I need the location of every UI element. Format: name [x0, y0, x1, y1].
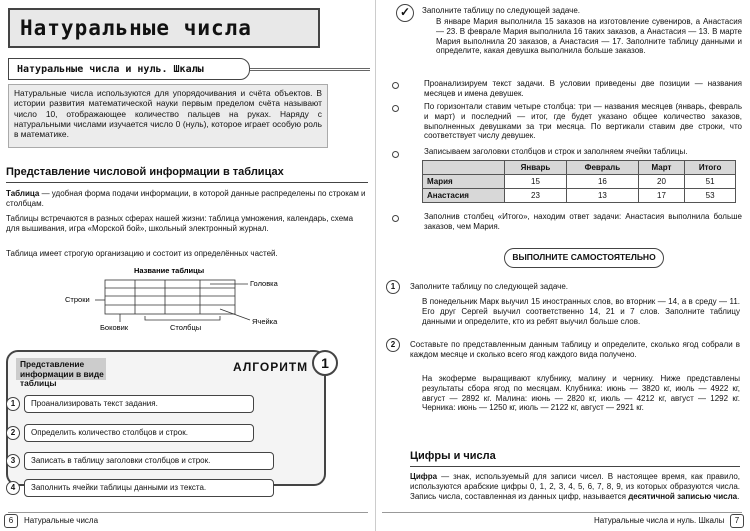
- diagram-label-head: Головка: [250, 279, 278, 288]
- task-text: На экоферме выращивают клубнику, малину и чернику. Ниже представлены результаты сбора ягод по месяцам. Клубника: июнь — 3820 кг, июль — 4922 кг, август — 2892 кг. Малина: июнь — 2820 кг, июль — 4212 кг, август — 1292 кг. Черника: июнь — 1250 кг, июль — 2122 кг, август — 2921 кг.: [422, 374, 740, 413]
- bullet-icon: [392, 151, 399, 158]
- task-intro: Составьте по представленным данным таблицу и определите, сколько ягод собрали в каждом месяце и сколько всего ягод каждого вида получено.: [410, 340, 740, 359]
- step-box: Записать в таблицу заголовки столбцов и строк.: [24, 452, 274, 470]
- step-box: Определить количество столбцов и строк.: [24, 424, 254, 442]
- decor-lines: [250, 68, 370, 71]
- table-header-cell: Февраль: [567, 161, 639, 175]
- table-cell: 17: [638, 189, 685, 203]
- definition-term: Цифра: [410, 472, 438, 481]
- step-number: 1: [6, 397, 20, 411]
- step-number: 2: [6, 426, 20, 440]
- table-header-cell: [423, 161, 505, 175]
- diagram-label-rows: Строки: [65, 295, 90, 304]
- table-header-cell: Январь: [504, 161, 566, 175]
- table-header-cell: Март: [638, 161, 685, 175]
- section-rule: [410, 466, 740, 467]
- definition-text: — удобная форма подачи информации, в которой данные распределены по строкам и столбцам.: [6, 189, 366, 208]
- step-number: 4: [6, 481, 20, 495]
- table-header-cell: Итого: [685, 161, 736, 175]
- table-cell: 15: [504, 175, 566, 189]
- paragraph-2: Таблицы встречаются в разных сферах нашей жизни: таблица умножения, календарь, схема для вышивания, игра «Морской бой», школьный электронный журнал.: [6, 214, 354, 233]
- section-subtitle: Натуральные числа и нуль. Шкалы: [17, 64, 204, 75]
- self-practice-banner: ВЫПОЛНИТЕ САМОСТОЯТЕЛЬНО: [504, 248, 664, 268]
- step-number: 3: [6, 454, 20, 468]
- definition-end: .: [737, 491, 740, 501]
- bullet-icon: [392, 82, 399, 89]
- table-row: [423, 175, 736, 189]
- answer-text: Заполнив столбец «Итого», находим ответ задачи: Анастасия выполнила больше заказов, чем Мария.: [424, 212, 742, 231]
- task-text: В январе Мария выполнила 15 заказов на изготовление сувениров, а Анастасия — 23. В феврале Мария выполнила 16 таких заказов, а Анастасия — 13. В марте Мария выполнила 20 заказов, а Анастасия — 17. Заполните таблицу данными и определите, какая девушка выполнила больше заказов.: [436, 17, 742, 56]
- page-number: 6: [4, 514, 18, 528]
- table-cell: 23: [504, 189, 566, 203]
- definition-emphasis: десятичной записью числа: [628, 491, 738, 501]
- table-row: [423, 189, 736, 203]
- task-number: 1: [386, 280, 400, 294]
- chapter-title-box: [8, 8, 320, 48]
- footer-rule: [8, 512, 368, 513]
- task-intro: Заполните таблицу по следующей задаче.: [422, 6, 581, 15]
- diagram-label-side: Боковик: [100, 323, 129, 332]
- algorithm-number: 1: [312, 350, 338, 376]
- algorithm-title: АЛГОРИТМ: [233, 360, 309, 374]
- checkmark-icon: ✓: [396, 4, 414, 22]
- table-cell: 13: [567, 189, 639, 203]
- bullet-icon: [392, 105, 399, 112]
- diagram-label-cols: Столбцы: [170, 323, 202, 332]
- definition-paragraph: [6, 189, 366, 209]
- footer-label: Натуральные числа: [24, 516, 99, 525]
- paragraph-3: Таблица имеет строгую организацию и состоит из определённых частей.: [6, 249, 278, 258]
- step-box: Заполнить ячейки таблицы данными из текста.: [24, 479, 274, 497]
- subtitle-box: [8, 58, 250, 80]
- table-cell: 20: [638, 175, 685, 189]
- solution-step: Записываем заголовки столбцов и строк и заполняем ячейки таблицы.: [424, 147, 688, 156]
- intro-text: Натуральные числа используются для упорядочивания и счёта объектов. В истории развития математической науки первым пределом счёта называют число 10, отображающее количество пальцев на руках. Наряду с натуральными числами изучается число 0 (нуль), которое играет особую роль в математике.: [14, 88, 322, 139]
- section-heading: Цифры и числа: [410, 450, 496, 462]
- row-label: Анастасия: [423, 189, 505, 203]
- table-cell: 51: [685, 175, 736, 189]
- definition-term: Таблица: [6, 189, 40, 198]
- right-page: [375, 0, 750, 531]
- table-header-row: [423, 161, 736, 175]
- footer-rule: [382, 512, 742, 513]
- footer-label: Натуральные числа и нуль. Шкалы: [594, 516, 725, 525]
- solution-step: По горизонтали ставим четыре столбца: три — названия месяцев (январь, февраль и март) и последний — итог, где будет указано общее количество заказов, выполненных девушками за три месяца. По вертикали ставим две строки, что соответствует числу девушек.: [424, 102, 742, 141]
- page-number: 7: [730, 514, 744, 528]
- task-number: 2: [386, 338, 400, 352]
- definition-paragraph: [410, 472, 740, 501]
- task-text: В понедельник Марк выучил 15 иностранных слов, во вторник — 14, а в среду — 11. Его друг Сергей выучил соответственно 14, 21 и 7 слов. Заполните таблицу данными и определите, кто из ребят выучил больше слов.: [422, 297, 740, 326]
- diagram-label-cell: Ячейка: [252, 317, 278, 326]
- step-box: Проанализировать текст задания.: [24, 395, 254, 413]
- chapter-title: Натуральные числа: [20, 16, 252, 40]
- definition-text: — знак, используемый для записи чисел. В настоящее время, как правило, используются арабские цифры 0, 1, 2, 3, 4, 5, 6, 7, 8, 9, из которых образуются числа. Запись числа, составленная из данных цифр, называется: [410, 472, 740, 501]
- algorithm-subtitle: Представление информации в виде таблицы: [20, 359, 104, 389]
- task-intro: Заполните таблицу по следующей задаче.: [410, 282, 569, 291]
- section-rule: [6, 182, 368, 183]
- section-heading: Представление числовой информации в таблицах: [6, 166, 284, 178]
- table-cell: 53: [685, 189, 736, 203]
- table-cell: 16: [567, 175, 639, 189]
- orders-table: [422, 160, 736, 203]
- diagram-label-name: Название таблицы: [134, 266, 205, 275]
- solution-step: Проанализируем текст задачи. В условии приведены две позиции — названия месяцев и имена девушек.: [424, 79, 742, 98]
- table-structure-diagram: [50, 264, 290, 336]
- algorithm-block: [6, 350, 336, 490]
- bullet-icon: [392, 215, 399, 222]
- row-label: Мария: [423, 175, 505, 189]
